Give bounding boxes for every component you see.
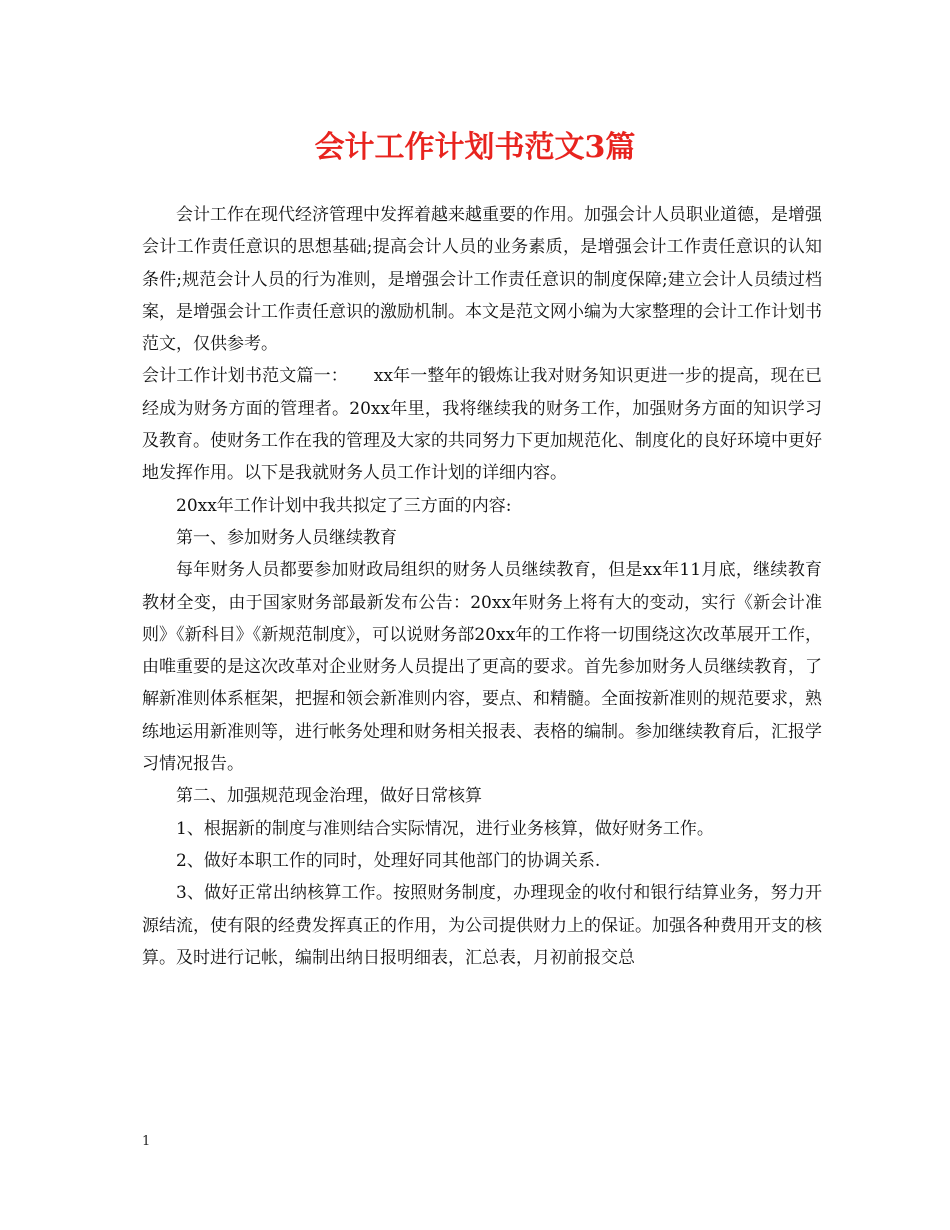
- intro-paragraph: 会计工作在现代经济管理中发挥着越来越重要的作用。加强会计人员职业道德，是增强会计工作责任意识的思想基础;提高会计人员的业务素质，是增强会计工作责任意识的认知条件;规范会计人员的行为准则，是增强会计工作责任意识的制度保障;建立会计人员绩过档案，是增强会计工作责任意识的激励机制。本文是范文网小编为大家整理的会计工作计划书范文，仅供参考。: [142, 205, 822, 355]
- document-title: 会计工作计划书范文3篇: [314, 130, 636, 165]
- section-one-paragraph: 会计工作计划书范文篇一： xx年一整年的锻炼让我对财务知识更进一步的提高，现在已经成为财务方面的管理者。20xx年里，我将继续我的财务工作，加强财务方面的知识学习及教育。使财务工作在我的管理及大家的共同努力下更加规范化、制度化的良好环境中更好地发挥作用。以下是我就财务人员工作计划的详细内容。: [142, 366, 822, 484]
- heading-cash-management: 第二、加强规范现金治理，做好日常核算: [176, 786, 482, 807]
- continuing-education-paragraph: 每年财务人员都要参加财政局组织的财务人员继续教育，但是xx年11月底，继续教育教材全变，由于国家财务部最新发布公告：20xx年财务上将有大的变动，实行《新会计准则》《新科目》《新规范制度》，可以说财务部20xx年的工作将一切围绕这次改革展开工作，由唯重要的是这次改革对企业财务人员提出了更高的要求。首先参加财务人员继续教育，了解新准则体系框架，把握和领会新准则内容，要点、和精髓。全面按新准则的规范要求，熟练地运用新准则等，进行帐务处理和财务相关报表、表格的编制。参加继续教育后，汇报学习情况报告。: [142, 560, 822, 775]
- page-number: 1: [142, 1134, 151, 1149]
- heading-continuing-education: 第一、参加财务人员继续教育: [176, 527, 397, 548]
- list-item-3: 3、做好正常出纳核算工作。按照财务制度，办理现金的收付和银行结算业务，努力开源结流，使有限的经费发挥真正的作用，为公司提供财力上的保证。加强各种费用开支的核算。及时进行记帐，编制出纳日报明细表，汇总表，月初前报交总: [142, 883, 822, 968]
- list-item-1: 1、根据新的制度与准则结合实际情况，进行业务核算，做好财务工作。: [176, 818, 714, 839]
- plan-summary-paragraph: 20xx年工作计划中我共拟定了三方面的内容:: [176, 495, 512, 516]
- document-body: [142, 199, 822, 974]
- list-item-2: 2、做好本职工作的同时，处理好同其他部门的协调关系.: [176, 850, 601, 871]
